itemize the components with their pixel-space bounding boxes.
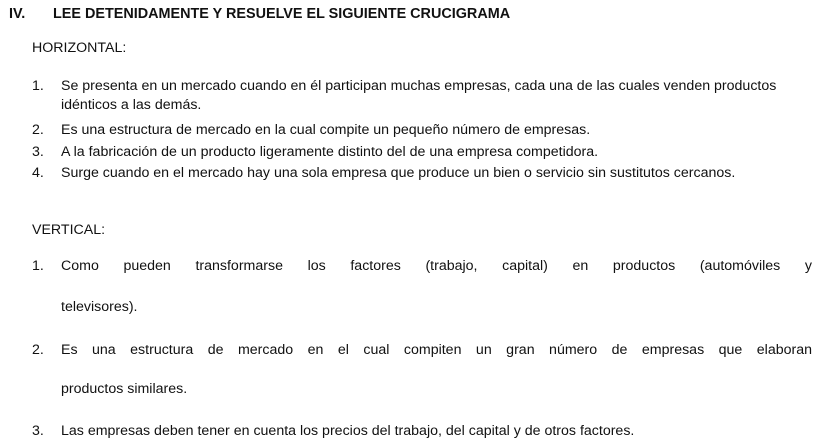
vertical-clue-2 <box>32 341 812 360</box>
clue-text: A la fabricación de un producto ligeramente distinto del de una empresa competidora. <box>61 144 599 160</box>
clue-number: 2. <box>32 122 44 138</box>
section-title <box>9 6 510 22</box>
horizontal-clue-4 <box>32 164 812 183</box>
clue-text-line-1: Es una estructura de mercado en el cual compiten un gran número de empresas que elaboran <box>61 342 812 358</box>
clue-text: Se presenta en un mercado cuando en él participan muchas empresas, cada una de las cuales venden productos idénticos a las demás. <box>61 78 777 113</box>
clue-number: 4. <box>32 165 44 181</box>
vertical-clue-1-continuation <box>32 298 812 317</box>
vertical-clue-2-continuation <box>32 380 812 399</box>
clue-text-line-2: televisores). <box>61 299 138 315</box>
clue-text-line-2: productos similares. <box>61 381 188 397</box>
horizontal-clue-2 <box>32 121 812 140</box>
vertical-clue-1 <box>32 257 812 276</box>
clue-number: 1. <box>32 258 44 274</box>
clue-number: 2. <box>32 342 44 358</box>
clue-text: Es una estructura de mercado en la cual compite un pequeño número de empresas. <box>61 122 591 138</box>
clue-text-line-1: Como pueden transformarse los factores (trabajo, capital) en productos (automóviles y <box>61 258 812 274</box>
horizontal-label: HORIZONTAL: <box>32 40 127 56</box>
section-number: IV. <box>9 6 26 22</box>
clue-text: Las empresas deben tener en cuenta los precios del trabajo, del capital y de otros factores. <box>61 423 635 439</box>
section-heading: LEE DETENIDAMENTE Y RESUELVE EL SIGUIENTE CRUCIGRAMA <box>53 6 511 22</box>
clue-number: 1. <box>32 78 44 94</box>
vertical-clue-3 <box>32 422 812 441</box>
horizontal-clue-1 <box>32 77 812 114</box>
vertical-label: VERTICAL: <box>32 222 106 238</box>
clue-number: 3. <box>32 423 44 439</box>
clue-text: Surge cuando en el mercado hay una sola empresa que produce un bien o servicio sin sustitutos cercanos. <box>61 165 736 181</box>
horizontal-clue-3 <box>32 143 812 162</box>
clue-number: 3. <box>32 144 44 160</box>
